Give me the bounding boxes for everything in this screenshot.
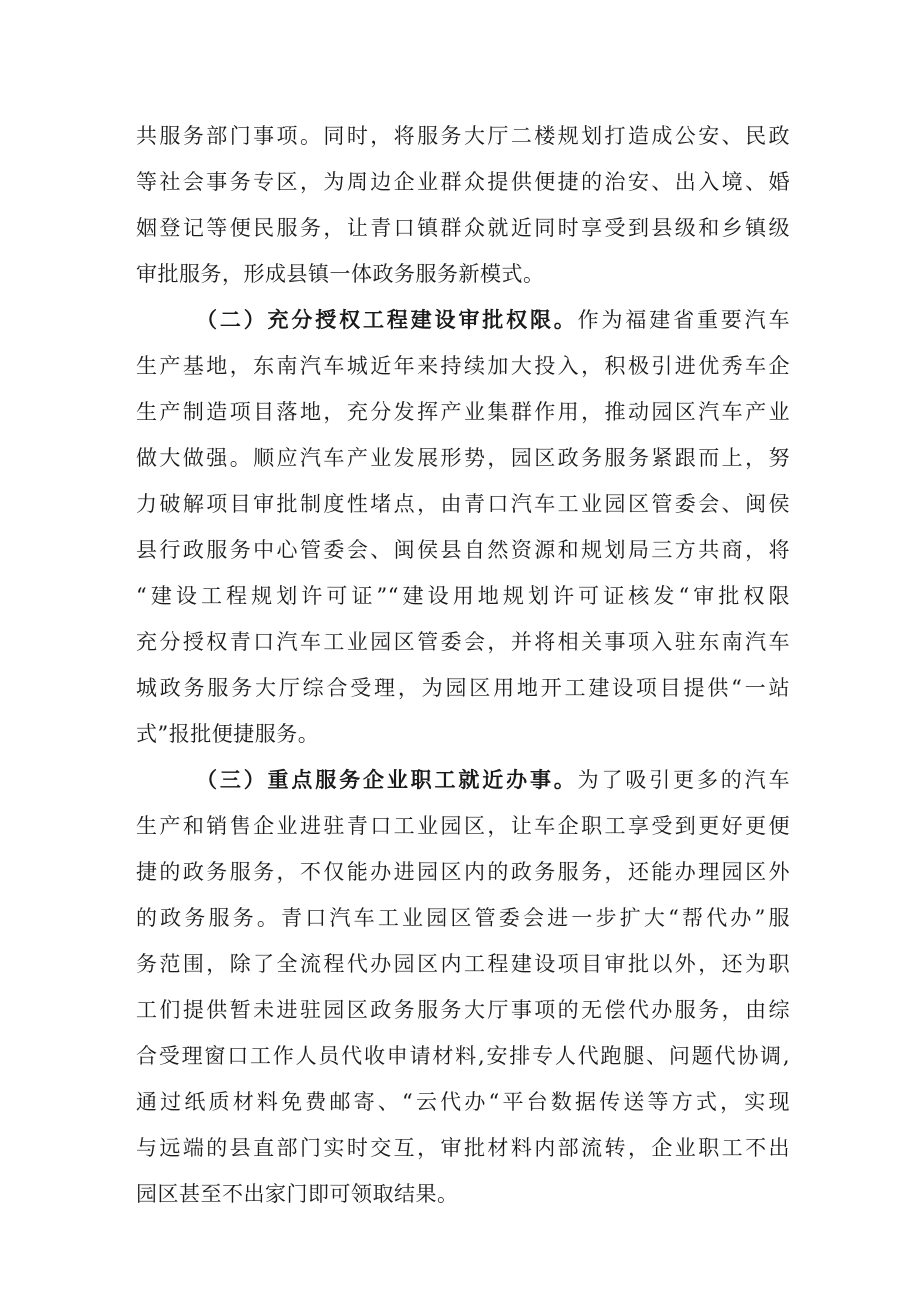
text-line: 生产制造项目落地，充分发挥产业集群作用，推动园区汽车产业	[136, 400, 790, 424]
text-line: 务范围，除了全流程代办园区内工程建设项目审批以外，还为职	[136, 952, 790, 976]
text-line: 园区甚至不出家门即可领取结果。	[136, 1182, 459, 1206]
section-3-first-line-text: 为了吸引更多的汽车	[577, 768, 791, 792]
text-line: 式”报批便捷服务。	[136, 722, 320, 746]
text-line: 共服务部门事项。同时，将服务大厅二楼规划打造成公安、民政	[136, 124, 790, 148]
text-line: 生产基地，东南汽车城近年来持续加大投入，积极引进优秀车企	[136, 354, 790, 378]
paragraph-section-2	[136, 297, 790, 757]
text-line: 等社会事务专区，为周边企业群众提供便捷的治安、出入境、婚	[136, 170, 790, 194]
section-2-first-line	[136, 297, 790, 343]
paragraph-service-hall	[136, 113, 790, 297]
text-line: 生产和销售企业进驻青口工业园区，让车企职工享受到更好更便	[136, 814, 790, 838]
text-line: 通过纸质材料免费邮寄、“云代办“平台数据传送等方式，实现	[136, 1090, 790, 1114]
text-line: 工们提供暂未进驻园区政务服务大厅事项的无偿代办服务，由综	[136, 998, 790, 1022]
section-3-first-line	[136, 757, 790, 803]
paragraph-section-3	[136, 757, 790, 1217]
section-3-heading: （三）重点服务企业职工就近办事。	[196, 767, 578, 792]
text-line: “建设工程规划许可证”“建设用地规划许可证核发“审批权限	[136, 584, 790, 608]
text-line: 与远端的县直部门实时交互，审批材料内部流转，企业职工不出	[136, 1136, 790, 1160]
text-line: 做大做强。顺应汽车产业发展形势，园区政务服务紧跟而上，努	[136, 446, 790, 470]
text-line: 充分授权青口汽车工业园区管委会，并将相关事项入驻东南汽车	[136, 630, 790, 654]
section-2-first-line-text: 作为福建省重要汽车	[577, 308, 791, 332]
document-body	[136, 113, 790, 1217]
section-2-heading: （二）充分授权工程建设审批权限。	[196, 307, 578, 332]
text-line: 姻登记等便民服务，让青口镇群众就近同时享受到县级和乡镇级	[136, 216, 790, 240]
text-line: 合受理窗口工作人员代收申请材料,安排专人代跑腿、问题代协调,	[136, 1044, 790, 1068]
text-line: 县行政服务中心管委会、闽侯县自然资源和规划局三方共商，将	[136, 538, 790, 562]
text-line: 捷的政务服务，不仅能办进园区内的政务服务，还能办理园区外	[136, 860, 790, 884]
text-line: 的政务服务。青口汽车工业园区管委会进一步扩大“帮代办”服	[136, 906, 790, 930]
text-line: 力破解项目审批制度性堵点，由青口汽车工业园区管委会、闽侯	[136, 492, 790, 516]
text-line: 审批服务，形成县镇一体政务服务新模式。	[136, 262, 545, 286]
text-line: 城政务服务大厅综合受理，为园区用地开工建设项目提供“一站	[136, 676, 790, 700]
